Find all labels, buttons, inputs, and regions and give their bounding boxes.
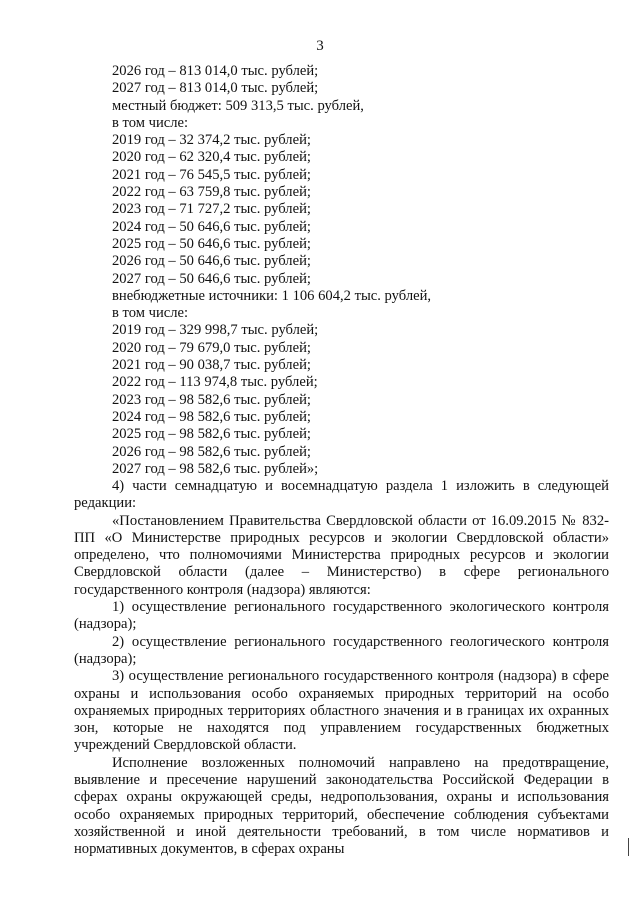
list-line: 2027 год – 813 014,0 тыс. рублей;: [112, 80, 319, 97]
list-line: 2023 год – 71 727,2 тыс. рублей;: [112, 201, 311, 218]
list-line: 2026 год – 98 582,6 тыс. рублей;: [112, 443, 311, 460]
list-line: в том числе:: [112, 114, 189, 131]
paragraph-item-2: 2) осуществление регионального государственного геологического контроля (надзора);: [74, 633, 609, 667]
list-line: 2023 год – 98 582,6 тыс. рублей;: [112, 391, 311, 408]
paragraph-amendment: 4) части семнадцатую и восемнадцатую раздела 1 изложить в следующей редакции:: [74, 478, 609, 512]
list-line: 2027 год – 50 646,6 тыс. рублей;: [112, 270, 311, 287]
list-line: 2022 год – 113 974,8 тыс. рублей;: [112, 374, 318, 391]
list-line: внебюджетные источники: 1 106 604,2 тыс. рублей,: [112, 287, 432, 304]
list-line: местный бюджет: 509 313,5 тыс. рублей,: [112, 97, 364, 114]
margin-mark: [628, 838, 629, 856]
list-line: в том числе:: [112, 305, 189, 322]
list-line: 2025 год – 98 582,6 тыс. рублей;: [112, 426, 311, 443]
page-number: 3: [316, 38, 324, 54]
list-line: 2020 год – 79 679,0 тыс. рублей;: [112, 339, 311, 356]
paragraph-execution: Исполнение возложенных полномочий направлено на предотвращение, выявление и пресечение нарушений законодательства Российской Федерации в сферах охраны окружающей среды, недропользования, охраны и использования особо охраняемых природных территорий, обеспечение соблюдения субъектами хозяйственной и иной деятельности требований, в том числе нормативов и нормативных документов, в сферах охраны: [74, 754, 609, 858]
paragraph-resolution: «Постановлением Правительства Свердловской области от 16.09.2015 № 832-ПП «О Министерстве природных ресурсов и экологии Свердловской области» определено, что полномочиями Министерства природных ресурсов и экологии Свердловской области (далее – Министерство) в сфере регионального государственного контроля (надзора) являются:: [74, 512, 609, 598]
list-line: 2020 год – 62 320,4 тыс. рублей;: [112, 149, 311, 166]
paragraph-item-3: 3) осуществление регионального государственного контроля (надзора) в сфере охраны и использования особо охраняемых природных территорий на особо охраняемых природных территориях областного значения и в границах их охранных зон, которые не находятся под управлением государственных бюджетных учреждений Свердловской области.: [74, 668, 609, 754]
list-line: 2019 год – 32 374,2 тыс. рублей;: [112, 132, 311, 149]
list-line: 2021 год – 90 038,7 тыс. рублей;: [112, 357, 311, 374]
list-line: 2026 год – 50 646,6 тыс. рублей;: [112, 253, 311, 270]
list-line: 2019 год – 329 998,7 тыс. рублей;: [112, 322, 319, 339]
list-line: 2026 год – 813 014,0 тыс. рублей;: [112, 63, 319, 79]
list-line: 2024 год – 98 582,6 тыс. рублей;: [112, 408, 311, 425]
list-line: 2021 год – 76 545,5 тыс. рублей;: [112, 166, 311, 183]
list-line: 2024 год – 50 646,6 тыс. рублей;: [112, 218, 311, 235]
funding-list: [112, 63, 612, 478]
list-line: 2022 год – 63 759,8 тыс. рублей;: [112, 184, 311, 201]
list-line: 2025 год – 50 646,6 тыс. рублей;: [112, 235, 311, 252]
paragraph-item-1: 1) осуществление регионального государственного экологического контроля (надзора);: [74, 599, 609, 633]
body-text: [74, 478, 609, 859]
list-line: 2027 год – 98 582,6 тыс. рублей»;: [112, 460, 319, 477]
